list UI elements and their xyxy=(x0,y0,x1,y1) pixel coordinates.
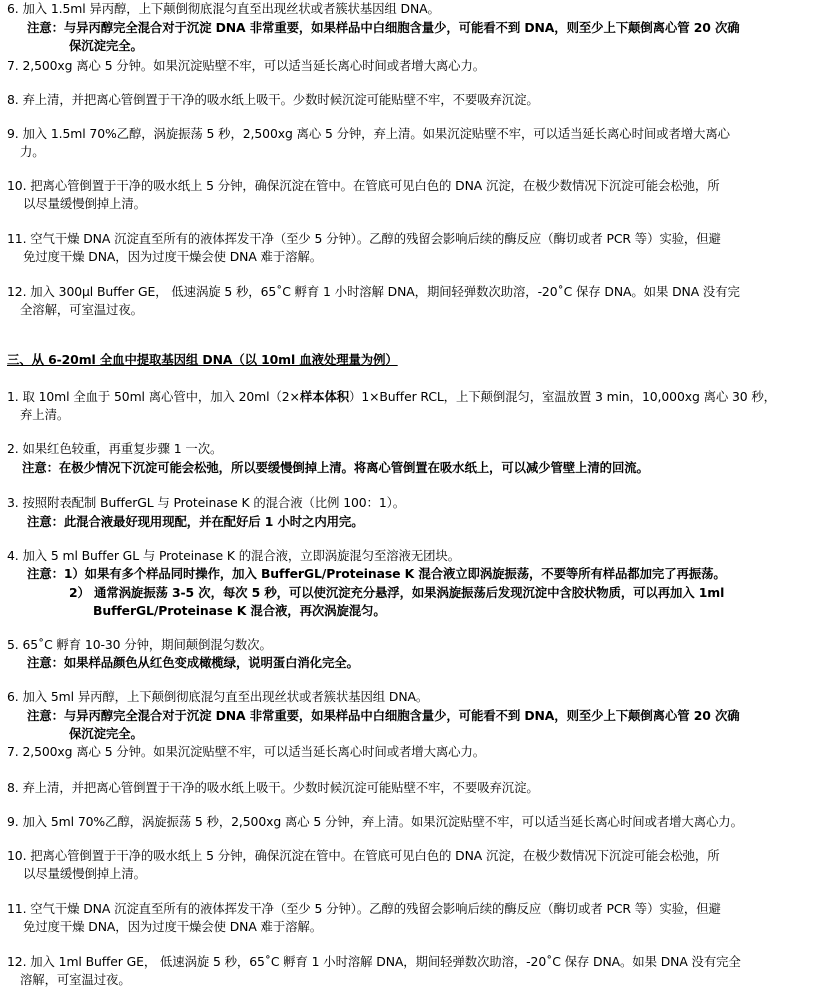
p1-step12-line2: 全溶解，可室温过夜。 xyxy=(20,302,143,317)
s3-step9: 9. 加入 5ml 70%乙醇，涡旋振荡 5 秒，2,500xg 离心 5 分钟，弃上清。如果沉淀贴壁不牢，可以适当延长离心时间或者增大离心力。 xyxy=(7,814,743,829)
s3-step3-note: 注意：此混合液最好现用现配，并在配好后 1 小时之内用完。 xyxy=(27,514,364,529)
s3-step4-note-line2: 2） 通常涡旋振荡 3-5 次，每次 5 秒，可以使沉淀充分悬浮，如果涡旋振荡后发现沉淀中含胶状物质，可以再加入 1ml xyxy=(69,585,725,600)
s3-step5-note: 注意：如果样品颜色从红色变成橄榄绿，说明蛋白消化完全。 xyxy=(27,655,359,670)
s3-step8: 8. 弃上清，并把离心管倒置于干净的吸水纸上吸干。少数时候沉淀可能贴壁不牢，不要吸弃沉淀。 xyxy=(7,780,539,795)
p1-step9-line2: 力。 xyxy=(20,144,45,159)
s3-step1-post: ）1×Buffer RCL，上下颠倒混匀，室温放置 3 min，10,000xg 离心 30 秒， xyxy=(349,389,776,404)
s3-step12-line2: 溶解，可室温过夜。 xyxy=(20,972,131,987)
s3-step6-note-line1: 注意：与异丙醇完全混合对于沉淀 DNA 非常重要，如果样品中白细胞含量少，可能看不到 DNA，则至少上下颠倒离心管 20 次确 xyxy=(27,708,740,723)
s3-step7: 7. 2,500xg 离心 5 分钟。如果沉淀贴壁不牢，可以适当延长离心时间或者增大离心力。 xyxy=(7,744,486,759)
s3-step1-line1 xyxy=(7,389,776,405)
p1-step9-line1: 9. 加入 1.5ml 70%乙醇，涡旋振荡 5 秒，2,500xg 离心 5 分钟，弃上清。如果沉淀贴壁不牢，可以适当延长离心时间或者增大离心 xyxy=(7,126,730,141)
s3-step1-pre: 1. 取 10ml 全血于 50ml 离心管中，加入 20ml（2× xyxy=(7,389,300,404)
p1-step12-line1: 12. 加入 300μl Buffer GE， 低速涡旋 5 秒，65˚C 孵育 1 小时溶解 DNA，期间轻弹数次助溶，-20˚C 保存 DNA。如果 DNA 没有完 xyxy=(7,284,740,299)
s3-step5-text: 5. 65˚C 孵育 10-30 分钟，期间颠倒混匀数次。 xyxy=(7,637,272,652)
p1-step10-line2: 以尽量缓慢倒掉上清。 xyxy=(23,196,146,211)
p1-step7: 7. 2,500xg 离心 5 分钟。如果沉淀贴壁不牢，可以适当延长离心时间或者增大离心力。 xyxy=(7,58,486,73)
s3-step1-line2: 弃上清。 xyxy=(20,407,70,422)
s3-step6-text: 6. 加入 5ml 异丙醇，上下颠倒彻底混匀直至出现丝状或者簇状基因组 DNA。 xyxy=(7,689,429,704)
s3-step11-line2: 免过度干燥 DNA，因为过度干燥会使 DNA 难于溶解。 xyxy=(23,919,323,934)
s3-step4-note-line1: 注意：1）如果有多个样品同时操作，加入 BufferGL/Proteinase K 混合液立即涡旋振荡，不要等所有样品都加完了再振荡。 xyxy=(27,566,726,581)
s3-step2-note: 注意：在极少情况下沉淀可能会松弛，所以要缓慢倒掉上清。将离心管倒置在吸水纸上，可以减少管壁上清的回流。 xyxy=(22,460,649,475)
s3-step4-note-line3: BufferGL/Proteinase K 混合液，再次涡旋混匀。 xyxy=(93,603,386,618)
s3-step1-bold: 样本体积 xyxy=(299,389,350,404)
p1-step6-note-line2: 保沉淀完全。 xyxy=(69,38,143,53)
s3-step10-line1: 10. 把离心管倒置于干净的吸水纸上 5 分钟，确保沉淀在管中。在管底可见白色的 DNA 沉淀，在极少数情况下沉淀可能会松弛，所 xyxy=(7,848,720,863)
p1-step11-line2: 免过度干燥 DNA，因为过度干燥会使 DNA 难于溶解。 xyxy=(23,249,323,264)
section3-heading: 三、从 6-20ml 全血中提取基因组 DNA（以 10ml 血液处理量为例） xyxy=(7,352,398,367)
s3-step12-line1: 12. 加入 1ml Buffer GE， 低速涡旋 5 秒，65˚C 孵育 1 小时溶解 DNA，期间轻弹数次助溶，-20˚C 保存 DNA。如果 DNA 没有完全 xyxy=(7,954,741,969)
p1-step8: 8. 弃上清，并把离心管倒置于干净的吸水纸上吸干。少数时候沉淀可能贴壁不牢，不要吸弃沉淀。 xyxy=(7,92,539,107)
s3-step10-line2: 以尽量缓慢倒掉上清。 xyxy=(23,866,146,881)
s3-step2-text: 2. 如果红色较重，再重复步骤 1 一次。 xyxy=(7,441,223,456)
s3-step4-text: 4. 加入 5 ml Buffer GL 与 Proteinase K 的混合液，立即涡旋混匀至溶液无团块。 xyxy=(7,548,460,563)
p1-step6-note-line1: 注意：与异丙醇完全混合对于沉淀 DNA 非常重要，如果样品中白细胞含量少，可能看不到 DNA，则至少上下颠倒离心管 20 次确 xyxy=(27,20,740,35)
p1-step10-line1: 10. 把离心管倒置于干净的吸水纸上 5 分钟，确保沉淀在管中。在管底可见白色的 DNA 沉淀，在极少数情况下沉淀可能会松弛，所 xyxy=(7,178,720,193)
p1-step11-line1: 11. 空气干燥 DNA 沉淀直至所有的液体挥发干净（至少 5 分钟）。乙醇的残留会影响后续的酶反应（酶切或者 PCR 等）实验，但避 xyxy=(7,231,721,246)
s3-step3-text: 3. 按照附表配制 BufferGL 与 Proteinase K 的混合液（比例 100：1）。 xyxy=(7,495,405,510)
p1-step6-text: 6. 加入 1.5ml 异丙醇，上下颠倒彻底混匀直至出现丝状或者簇状基因组 DNA。 xyxy=(7,1,440,16)
s3-step6-note-line2: 保沉淀完全。 xyxy=(69,726,143,741)
s3-step11-line1: 11. 空气干燥 DNA 沉淀直至所有的液体挥发干净（至少 5 分钟）。乙醇的残留会影响后续的酶反应（酶切或者 PCR 等）实验，但避 xyxy=(7,901,721,916)
